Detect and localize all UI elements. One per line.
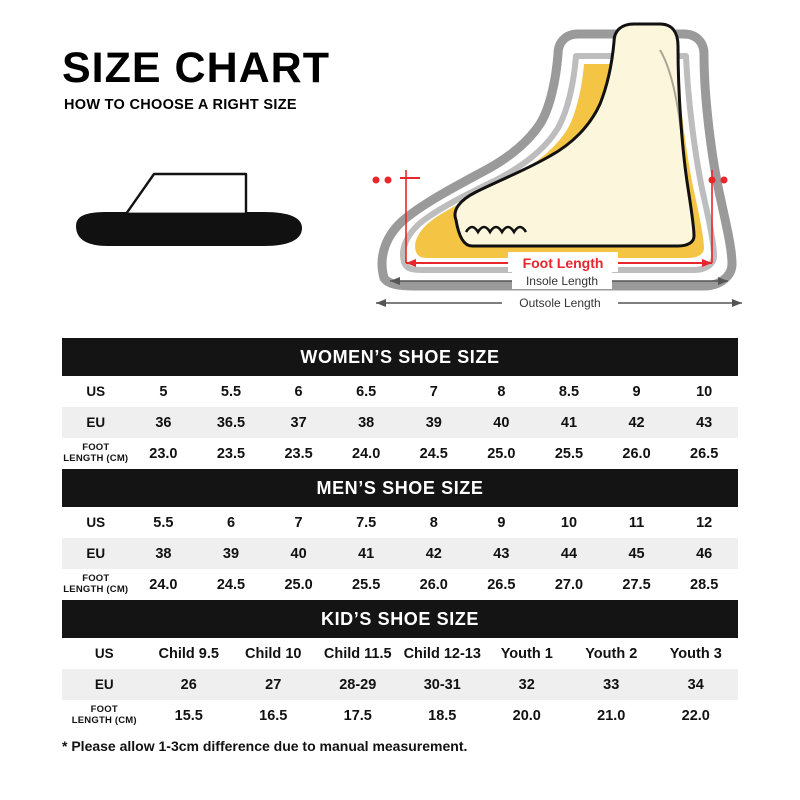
cell: 38 xyxy=(332,407,400,438)
page-subtitle: HOW TO CHOOSE A RIGHT SIZE xyxy=(64,97,297,114)
cell: Child 12-13 xyxy=(400,638,485,669)
foot-measurement-diagram xyxy=(360,20,780,320)
row-label-foot-length xyxy=(62,438,130,469)
cell: 11 xyxy=(603,507,671,538)
cell: 46 xyxy=(670,538,738,569)
table-row xyxy=(62,438,738,469)
cell: 45 xyxy=(603,538,671,569)
cell: 41 xyxy=(332,538,400,569)
row-label-foot-length xyxy=(62,569,130,600)
cell: 25.0 xyxy=(265,569,333,600)
cell: 21.0 xyxy=(569,700,654,731)
table-row xyxy=(62,569,738,600)
womens-size-table xyxy=(62,338,738,469)
cell: 24.0 xyxy=(130,569,198,600)
cell: 43 xyxy=(468,538,536,569)
row-label-us: US xyxy=(62,638,147,669)
cell: 12 xyxy=(670,507,738,538)
table-row xyxy=(62,669,738,700)
cell: 36.5 xyxy=(197,407,265,438)
womens-table-heading: WOMEN’S SHOE SIZE xyxy=(62,338,738,376)
table-heading-row xyxy=(62,469,738,507)
cell: 6.5 xyxy=(332,376,400,407)
cell: 7 xyxy=(400,376,468,407)
cell: 26.0 xyxy=(603,438,671,469)
cell: 9 xyxy=(468,507,536,538)
row-label-eu: EU xyxy=(62,407,130,438)
cell: 8.5 xyxy=(535,376,603,407)
cell: 5 xyxy=(130,376,198,407)
cell: 25.5 xyxy=(332,569,400,600)
row-label-foot-unit: LENGTH (CM) xyxy=(63,452,129,464)
cell: 6 xyxy=(265,376,333,407)
cell: 15.5 xyxy=(147,700,232,731)
row-label-us: US xyxy=(62,507,130,538)
cell: 23.5 xyxy=(197,438,265,469)
cell: 25.5 xyxy=(535,438,603,469)
cell: 20.0 xyxy=(485,700,570,731)
cell: 41 xyxy=(535,407,603,438)
row-label-eu: EU xyxy=(62,538,130,569)
cell: 28.5 xyxy=(670,569,738,600)
cell: 27.5 xyxy=(603,569,671,600)
cell: Youth 2 xyxy=(569,638,654,669)
cell: Child 11.5 xyxy=(316,638,401,669)
cell: 26.5 xyxy=(468,569,536,600)
cell: 27 xyxy=(231,669,316,700)
mens-size-table xyxy=(62,469,738,600)
cell: 24.0 xyxy=(332,438,400,469)
row-label-foot: FOOT xyxy=(90,703,118,715)
table-row xyxy=(62,376,738,407)
cell: Child 9.5 xyxy=(147,638,232,669)
cell: 5.5 xyxy=(130,507,198,538)
size-tables xyxy=(62,338,738,731)
cell: 10 xyxy=(670,376,738,407)
cell: Youth 3 xyxy=(654,638,739,669)
row-label-foot: FOOT xyxy=(82,572,110,584)
cell: 32 xyxy=(485,669,570,700)
cell: 27.0 xyxy=(535,569,603,600)
footnote: * Please allow 1-3cm difference due to manual measurement. xyxy=(62,738,468,754)
cell: Youth 1 xyxy=(485,638,570,669)
cell: 18.5 xyxy=(400,700,485,731)
cell: 39 xyxy=(197,538,265,569)
row-label-foot: FOOT xyxy=(82,441,110,453)
cell: 23.5 xyxy=(265,438,333,469)
row-label-foot-unit: LENGTH (CM) xyxy=(63,583,129,595)
table-row xyxy=(62,538,738,569)
table-row xyxy=(62,407,738,438)
table-heading-row xyxy=(62,600,738,638)
cell: 7 xyxy=(265,507,333,538)
outsole-length-label: Outsole Length xyxy=(519,296,601,310)
cell: 24.5 xyxy=(400,438,468,469)
cell: 40 xyxy=(265,538,333,569)
row-label-us: US xyxy=(62,376,130,407)
kids-size-table xyxy=(62,600,738,731)
row-label-eu: EU xyxy=(62,669,147,700)
row-label-foot-length xyxy=(62,700,147,731)
cell: 30-31 xyxy=(400,669,485,700)
insole-length-label: Insole Length xyxy=(525,274,599,288)
cell: 33 xyxy=(569,669,654,700)
cell: 34 xyxy=(654,669,739,700)
cell: 28-29 xyxy=(316,669,401,700)
cell: 10 xyxy=(535,507,603,538)
cell: 44 xyxy=(535,538,603,569)
cell: 26.5 xyxy=(670,438,738,469)
slide-sandal-illustration xyxy=(68,168,308,258)
page-title: SIZE CHART xyxy=(62,44,330,92)
cell: 25.0 xyxy=(468,438,536,469)
cell: 16.5 xyxy=(231,700,316,731)
cell: 22.0 xyxy=(654,700,739,731)
cell: 37 xyxy=(265,407,333,438)
cell: 43 xyxy=(670,407,738,438)
cell: 39 xyxy=(400,407,468,438)
row-label-foot-unit: LENGTH (CM) xyxy=(71,714,137,726)
cell: 26 xyxy=(147,669,232,700)
cell: 8 xyxy=(400,507,468,538)
cell: 9 xyxy=(603,376,671,407)
kids-table-heading: KID’S SHOE SIZE xyxy=(62,600,738,638)
cell: 7.5 xyxy=(332,507,400,538)
cell: 26.0 xyxy=(400,569,468,600)
mens-table-heading: MEN’S SHOE SIZE xyxy=(62,469,738,507)
cell: 24.5 xyxy=(197,569,265,600)
cell: 42 xyxy=(400,538,468,569)
table-row xyxy=(62,507,738,538)
foot-length-label: Foot Length xyxy=(522,255,604,271)
table-row xyxy=(62,700,738,731)
cell: 5.5 xyxy=(197,376,265,407)
outsole-length-measure xyxy=(376,293,742,311)
header xyxy=(62,46,362,113)
cell: Child 10 xyxy=(231,638,316,669)
cell: 40 xyxy=(468,407,536,438)
cell: 42 xyxy=(603,407,671,438)
cell: 6 xyxy=(197,507,265,538)
cell: 8 xyxy=(468,376,536,407)
table-heading-row xyxy=(62,338,738,376)
cell: 17.5 xyxy=(316,700,401,731)
cell: 38 xyxy=(130,538,198,569)
cell: 23.0 xyxy=(130,438,198,469)
table-row xyxy=(62,638,738,669)
cell: 36 xyxy=(130,407,198,438)
